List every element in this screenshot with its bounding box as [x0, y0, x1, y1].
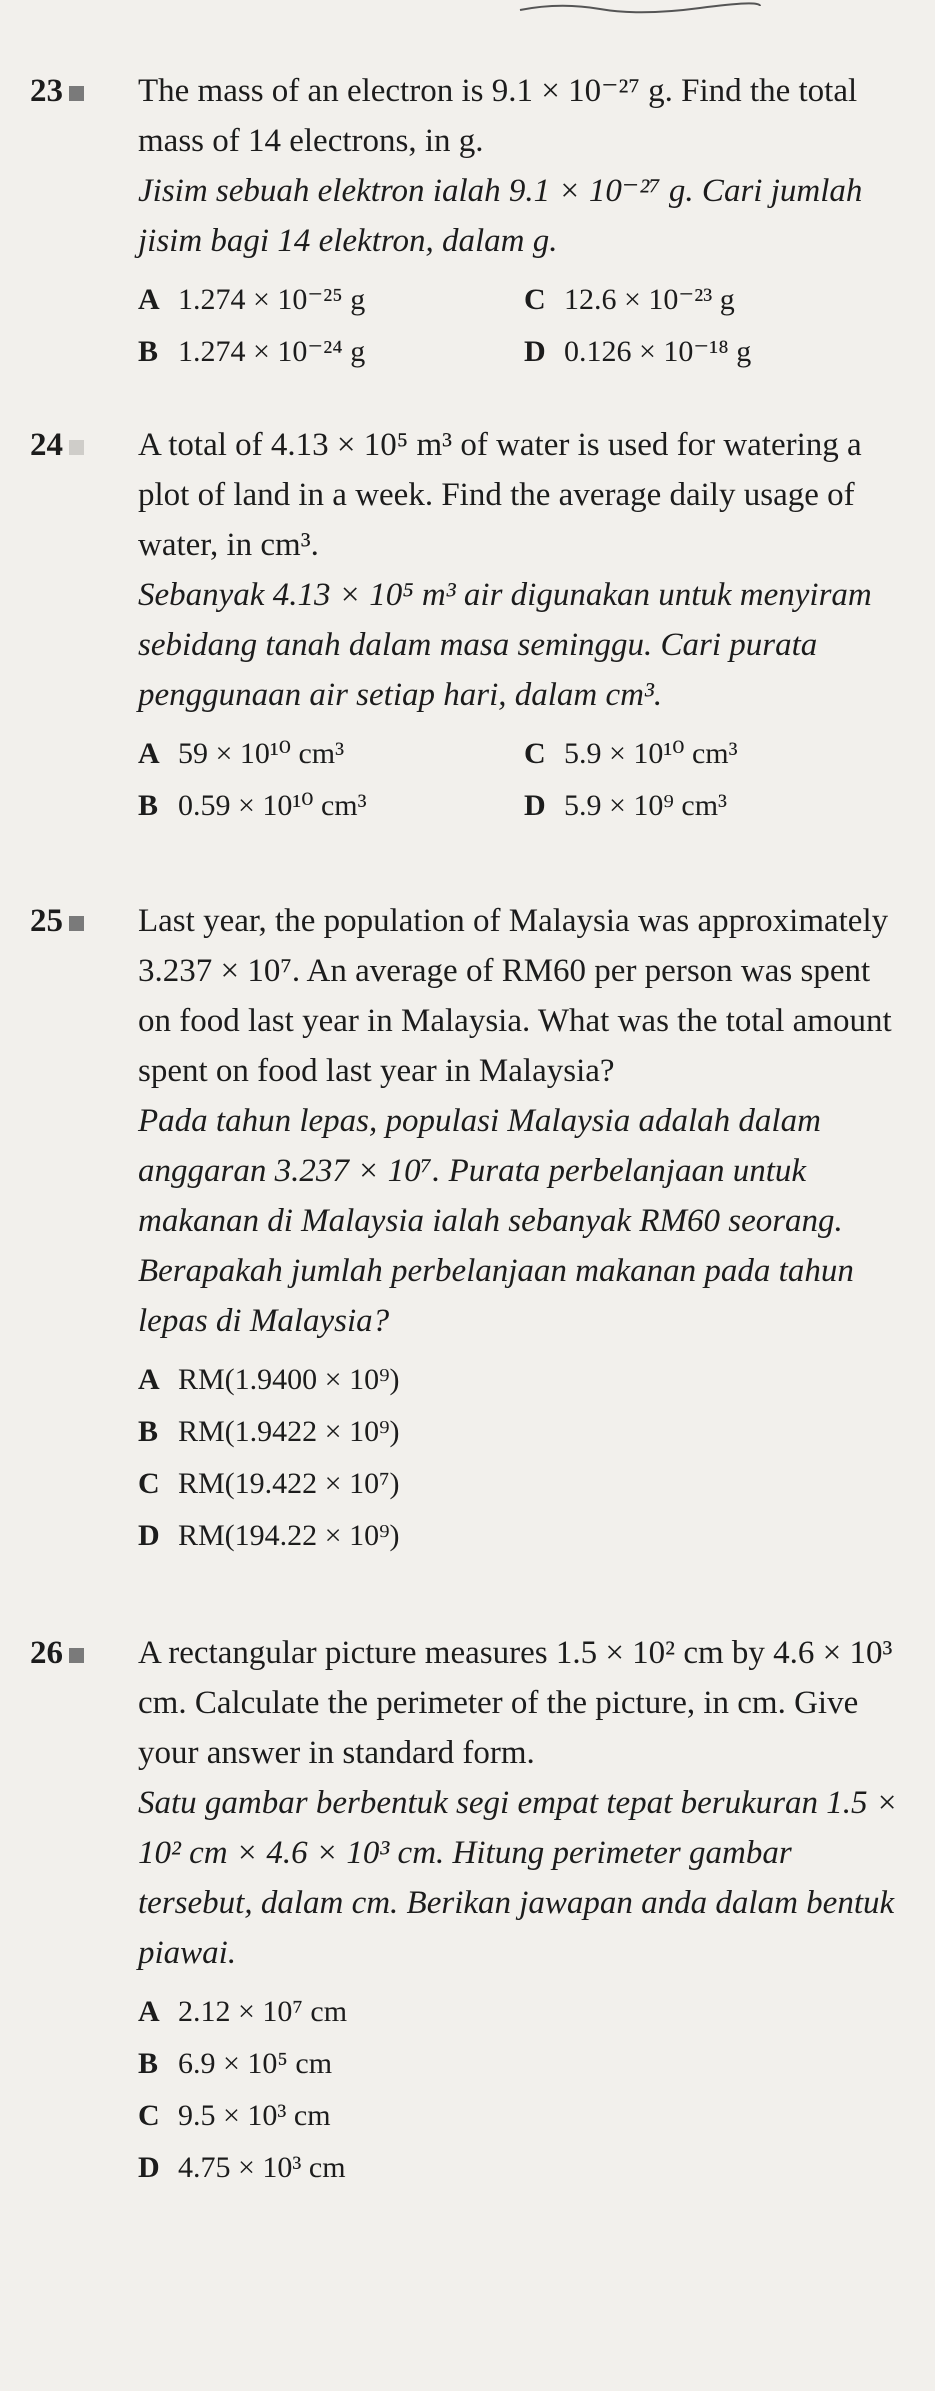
question-25 [30, 896, 910, 1562]
marker-box-icon [69, 1648, 84, 1663]
option-c[interactable]: C RM(19.422 × 10⁷) [138, 1467, 400, 1500]
option-c[interactable]: C 9.5 × 10³ cm [138, 2099, 331, 2132]
question-text-english: The mass of an electron is 9.1 × 10⁻²⁷ g. Find the total mass of 14 electrons, in g. [138, 73, 858, 159]
options [138, 728, 910, 832]
option-b[interactable]: B 1.274 × 10⁻²⁴ g [138, 335, 366, 368]
question-number: 25 [30, 896, 84, 946]
option-d[interactable]: D 0.126 × 10⁻¹⁸ g [524, 335, 752, 368]
question-number: 26 [30, 1628, 84, 1678]
cropped-handwriting [0, 0, 935, 14]
option-a[interactable]: A 59 × 10¹⁰ cm³ [138, 737, 345, 770]
question-23 [30, 66, 910, 378]
option-c[interactable]: C 5.9 × 10¹⁰ cm³ [524, 737, 738, 770]
question-text-malay: Sebanyak 4.13 × 10⁵ m³ air digunakan untuk menyiram sebidang tanah dalam masa seminggu. Cari purata penggunaan air setiap hari, dalam cm³. [138, 577, 872, 713]
marker-box-icon [69, 86, 84, 101]
question-text-english: A total of 4.13 × 10⁵ m³ of water is used for watering a plot of land in a week. Find the average daily usage of water, in cm³. [138, 427, 862, 563]
option-b[interactable]: B 0.59 × 10¹⁰ cm³ [138, 789, 367, 822]
question-24 [30, 420, 910, 832]
question-text-malay: Pada tahun lepas, populasi Malaysia adalah dalam anggaran 3.237 × 10⁷. Purata perbelanjaan untuk makanan di Malaysia ialah sebanyak RM60 seorang. Berapakah jumlah perbelanjaan makanan pada tahun lepas di Malaysia? [138, 1103, 854, 1339]
option-a[interactable]: A 1.274 × 10⁻²⁵ g [138, 283, 366, 316]
option-b[interactable]: B RM(1.9422 × 10⁹) [138, 1415, 400, 1448]
question-text-malay: Jisim sebuah elektron ialah 9.1 × 10⁻²⁷ g. Cari jumlah jisim bagi 14 elektron, dalam g. [138, 173, 863, 259]
option-a[interactable]: A RM(1.9400 × 10⁹) [138, 1363, 400, 1396]
options [138, 1354, 910, 1562]
options [138, 1986, 910, 2194]
question-number: 23 [30, 66, 84, 116]
question-text-english: A rectangular picture measures 1.5 × 10² cm by 4.6 × 10³ cm. Calculate the perimeter of the picture, in cm. Give your answer in standard form. [138, 1635, 893, 1771]
question-number: 24 [30, 420, 84, 470]
marker-box-icon [69, 916, 84, 931]
question-text-english: Last year, the population of Malaysia was approximately 3.237 × 10⁷. An average of RM60 per person was spent on food last year in Malaysia. What was the total amount spent on food last year in Malaysia? [138, 903, 892, 1089]
option-d[interactable]: D 4.75 × 10³ cm [138, 2151, 346, 2184]
option-b[interactable]: B 6.9 × 10⁵ cm [138, 2047, 333, 2080]
marker-box-icon [69, 440, 84, 455]
options [138, 274, 910, 378]
option-d[interactable]: D RM(194.22 × 10⁹) [138, 1519, 400, 1552]
question-26 [30, 1628, 910, 2194]
question-text-malay: Satu gambar berbentuk segi empat tepat berukuran 1.5 × 10² cm × 4.6 × 10³ cm. Hitung perimeter gambar tersebut, dalam cm. Berikan jawapan anda dalam bentuk piawai. [138, 1785, 899, 1971]
option-d[interactable]: D 5.9 × 10⁹ cm³ [524, 789, 728, 822]
option-a[interactable]: A 2.12 × 10⁷ cm [138, 1995, 348, 2028]
option-c[interactable]: C 12.6 × 10⁻²³ g [524, 283, 735, 316]
